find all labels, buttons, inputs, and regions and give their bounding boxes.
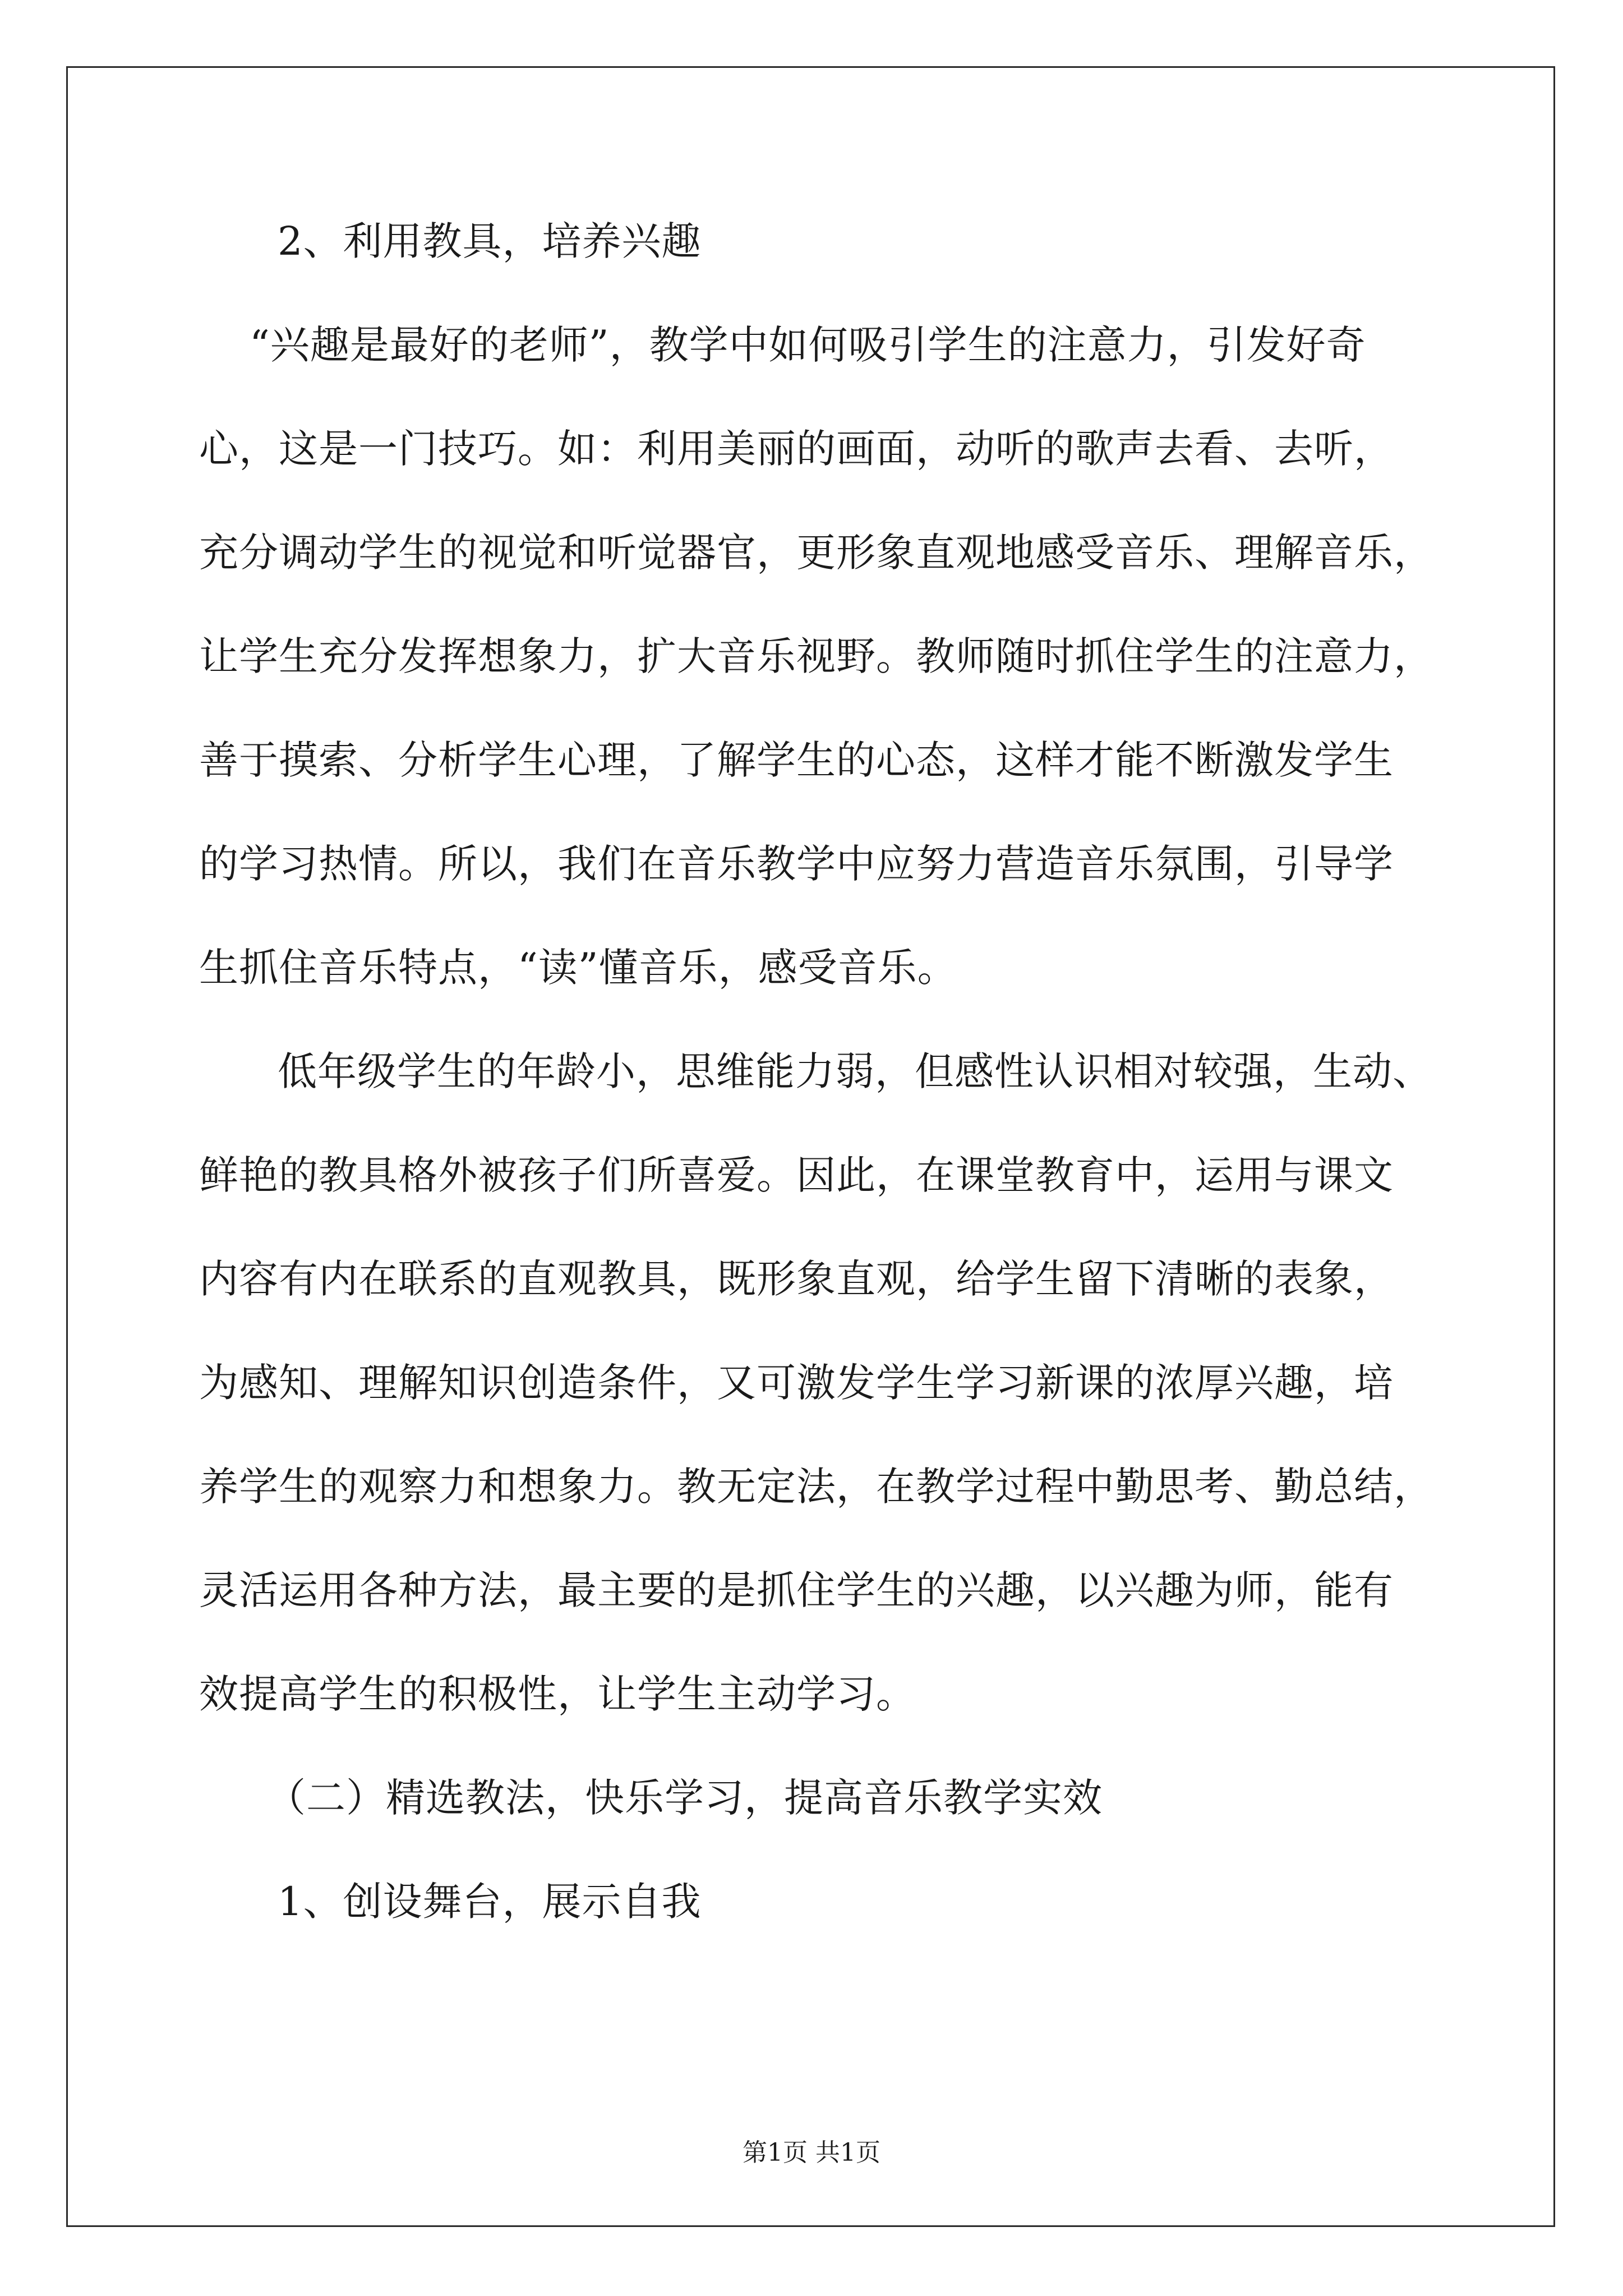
paragraph-2-line-3: 内容有内在联系的直观教具，既形象直观，给学生留下清晰的表象， [199, 1256, 1394, 1302]
paragraph-2-line-1: 低年级学生的年龄小，思维能力弱，但感性认识相对较强，生动、 [278, 1048, 1432, 1094]
paragraph-2-line-5: 养学生的观察力和想象力。教无定法，在教学过程中勤思考、勤总结， [199, 1464, 1433, 1510]
paragraph-1-line-5: 善于摸索、分析学生心理，了解学生的心态，这样才能不断激发学生 [199, 737, 1394, 783]
paragraph-2-line-6: 灵活运用各种方法，最主要的是抓住学生的兴趣，以兴趣为师，能有 [199, 1567, 1394, 1613]
section-heading-2: （二）精选教法，快乐学习，提高音乐教学实效 [266, 1775, 1103, 1821]
paragraph-1-line-2: 心，这是一门技巧。如：利用美丽的画面，动听的歌声去看、去听， [199, 426, 1394, 472]
paragraph-1-line-4: 让学生充分发挥想象力，扩大音乐视野。教师随时抓住学生的注意力， [199, 633, 1433, 679]
heading-1: 1、创设舞台，展示自我 [278, 1879, 702, 1925]
page-footer: 第1页 共1页 [743, 2138, 880, 2167]
paragraph-2-line-7: 效提高学生的积极性，让学生主动学习。 [199, 1671, 916, 1717]
paragraph-2-line-2: 鲜艳的教具格外被孩子们所喜爱。因此，在课堂教育中，运用与课文 [199, 1152, 1394, 1198]
paragraph-2-line-4: 为感知、理解知识创造条件，又可激发学生学习新课的浓厚兴趣，培 [199, 1360, 1394, 1406]
paragraph-1-line-7: 生抓住音乐特点，“读”懂音乐，感受音乐。 [199, 945, 957, 991]
paragraph-1-line-1: “兴趣是最好的老师”，教学中如何吸引学生的注意力，引发好奇 [250, 322, 1366, 368]
heading-2: 2、利用教具，培养兴趣 [278, 218, 702, 264]
paragraph-1-line-6: 的学习热情。所以，我们在音乐教学中应努力营造音乐氛围，引导学 [199, 841, 1394, 887]
paragraph-1-line-3: 充分调动学生的视觉和听觉器官，更形象直观地感受音乐、理解音乐， [199, 530, 1433, 576]
